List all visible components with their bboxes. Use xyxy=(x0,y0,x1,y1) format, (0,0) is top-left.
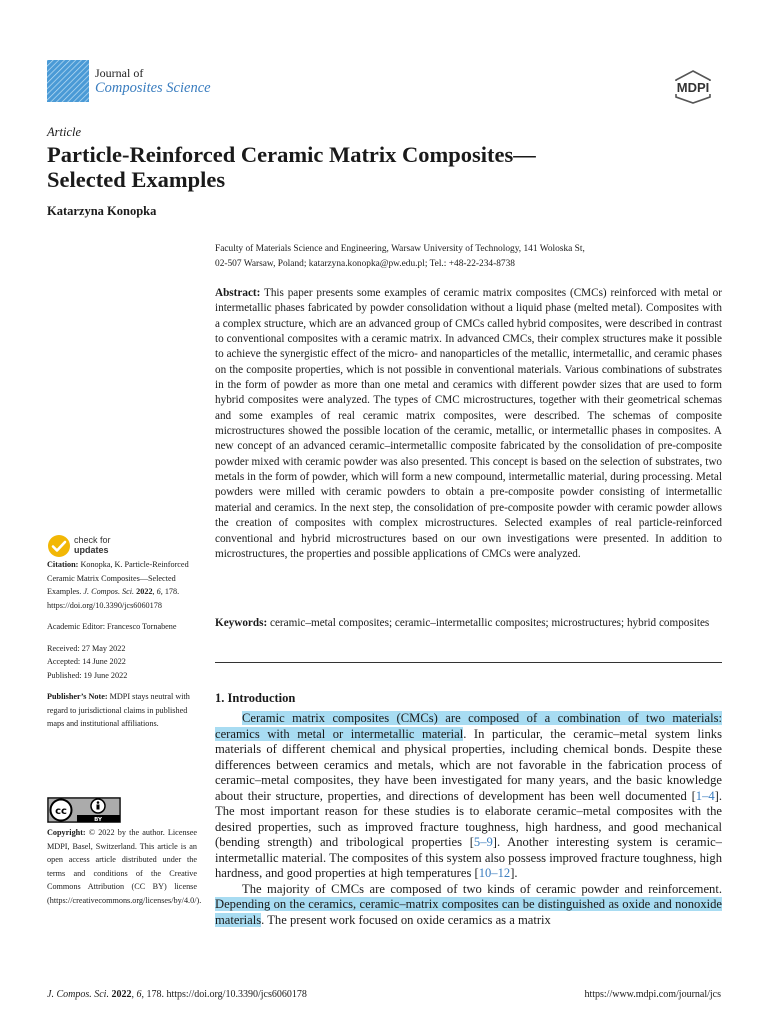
mdpi-logo-text: MDPI xyxy=(676,80,710,95)
journal-name: Composites Science xyxy=(95,80,211,96)
svg-text:cc: cc xyxy=(55,806,67,817)
section-divider xyxy=(215,662,722,663)
intro-paragraph-2: The majority of CMCs are composed of two kinds of ceramic powder and reinforcement. Depending on the ceramics, ceramic–matrix composites can be distinguished as oxide and nonoxide materials. The present work focused on oxide ceramics as a matrix xyxy=(215,881,722,927)
keywords-text: ceramic–metal composites; ceramic–intermetallic composites; microstructures; hybrid composites xyxy=(270,617,710,629)
keywords xyxy=(215,616,722,631)
title-line-2: Selected Examples xyxy=(47,167,226,192)
abstract-text: This paper presents some examples of ceramic matrix composites (CMCs) reinforced with metal or intermetallic phases fabricated by powder consolidation without a liquid phase (melted metal). Composites with a complex structure, which are an advanced group of CMCs called hybrid composites, were described in contrast to conventional composites with a ceramic matrix. In advanced CMCs, their complex structures make it possible to achieve the synergistic effect of the micro- and nanoparticles of the metallic, intermetallic, and ceramic phases on the composite properties, which is not possible in conventional materials. Various combinations of substrates in the form of powder as more than one metal and ceramics with different powder sizes that are used to form hybrid composites were analyzed. The types of CMC microstructures, together with their geometrical schemas and some examples of real ceramic matrix composites, were described. The schemas of composite microstructures showed the possible location of the ceramic, metallic, or intermetallic phases in composites. A new concept of an advanced ceramic–intermetallic composite fabricated by the consolidation of pre-composite powder mixed with ceramic powder was also presented. This concept is based on the selection of substrates, two metals in the form of powder, which will form a new compound, intermetallic material, during processing. Metal powders were milled with ceramic powders to obtain a pre-composite powder consisting of intermetallic material and ceramics. In the next step, the consolidation of pre-composite powder with ceramic powder allows the creation of composites with complex microstructures. Selected examples of real particle-reinforced conventional and hybrid microstructures based on our own investigations were presented. In addition to microstructures, the properties and possible applications of CMCs were analyzed. xyxy=(215,287,722,560)
published-date: Published: 19 June 2022 xyxy=(47,670,128,680)
article-type: Article xyxy=(47,125,82,139)
footer-citation: J. Compos. Sci. 2022, 6, 178. https://doi.org/10.3390/jcs6060178 xyxy=(47,989,307,1000)
highlight-2[interactable]: Depending on the ceramics, ceramic–matrix composites can be distinguished as oxide and nonoxide materials xyxy=(215,897,722,927)
footer-journal-url[interactable]: https://www.mdpi.com/journal/jcs xyxy=(584,989,721,1000)
section-heading-introduction: 1. Introduction xyxy=(215,691,296,705)
cc-by-text: BY xyxy=(94,817,102,823)
academic-editor: Academic Editor: Francesco Tornabene xyxy=(47,622,177,631)
affiliation xyxy=(215,242,725,272)
dates xyxy=(47,642,197,683)
abstract-label: Abstract: xyxy=(215,287,261,299)
introduction-body xyxy=(215,711,722,928)
title-line-1: Particle-Reinforced Ceramic Matrix Composites— xyxy=(47,142,536,167)
affiliation-line-2: 02-507 Warsaw, Poland; katarzyna.konopka@pw.edu.pl; Tel.: +48-22-234-8738 xyxy=(215,259,515,269)
sidebar-info xyxy=(47,558,197,739)
accepted-date: Accepted: 14 June 2022 xyxy=(47,657,126,666)
reference-link-1-4[interactable]: 1–4 xyxy=(695,788,715,803)
check-for-updates-badge[interactable] xyxy=(47,534,142,558)
check-label-1: check for xyxy=(74,535,111,545)
journal-logo-icon xyxy=(47,60,89,102)
highlight-1[interactable]: Ceramic matrix composites (CMCs) are composed of a combination of two materials: ceramics with metal or intermetallic material xyxy=(215,711,722,741)
article-title xyxy=(47,142,687,192)
reference-link-10-12[interactable]: 10–12 xyxy=(478,866,511,880)
keywords-label: Keywords: xyxy=(215,617,268,629)
publishers-note: Publisher’s Note: MDPI stays neutral with regard to jurisdictional claims in published maps and institutional affiliations. xyxy=(47,692,190,728)
author-name: Katarzyna Konopka xyxy=(47,204,157,218)
received-date: Received: 27 May 2022 xyxy=(47,643,126,653)
reference-link-5-9[interactable]: 5–9 xyxy=(473,835,493,849)
intro-paragraph-1: Ceramic matrix composites (CMCs) are composed of a combination of two materials: ceramics with metal or intermetallic material. In particular, the ceramic–metal system links materials of different chemical and physical properties, including chemical bonds. Despite these differences between ceramics and metals, which are not favorable in the fabrication process of ceramic–metal composites, they have been investigated for many years, and the basic knowledge about their structure, properties, and directions of development has been well documented [1–4]. The most important reason for these studies is to elaborate ceramic–metal composites with the desired properties, such as improved fracture toughness, high hardness, and good mechanical (bending strength) and tribological properties [5–9]. Another interesting system is ceramic–intermetallic material. The composites of this system also possess improved fracture toughness, high hardness, and good properties at high temperatures [10–12]. xyxy=(215,711,722,880)
affiliation-line-1: Faculty of Materials Science and Engineering, Warsaw University of Technology, 141 Woloska St, xyxy=(215,244,585,254)
abstract xyxy=(215,286,722,562)
citation: Citation: Konopka, K. Particle-Reinforced Ceramic Matrix Composites—Selected Examples. J. Compos. Sci. 2022, 6, 178. https://doi.org/10.3390/jcs6060178 xyxy=(47,560,189,610)
check-label-2: updates xyxy=(74,545,109,555)
copyright-notice: Copyright: © 2022 by the author. Licensee MDPI, Basel, Switzerland. This article is an open access article distributed under the terms and conditions of the Creative Commons Attribution (CC BY) license (https://creativecommons.org/licenses/by/4.0/). xyxy=(47,828,202,905)
cc-by-license-icon[interactable] xyxy=(47,797,121,823)
check-updates-icon xyxy=(47,534,71,558)
journal-of-label: Journal of xyxy=(95,66,144,80)
mdpi-logo-icon xyxy=(666,70,720,104)
